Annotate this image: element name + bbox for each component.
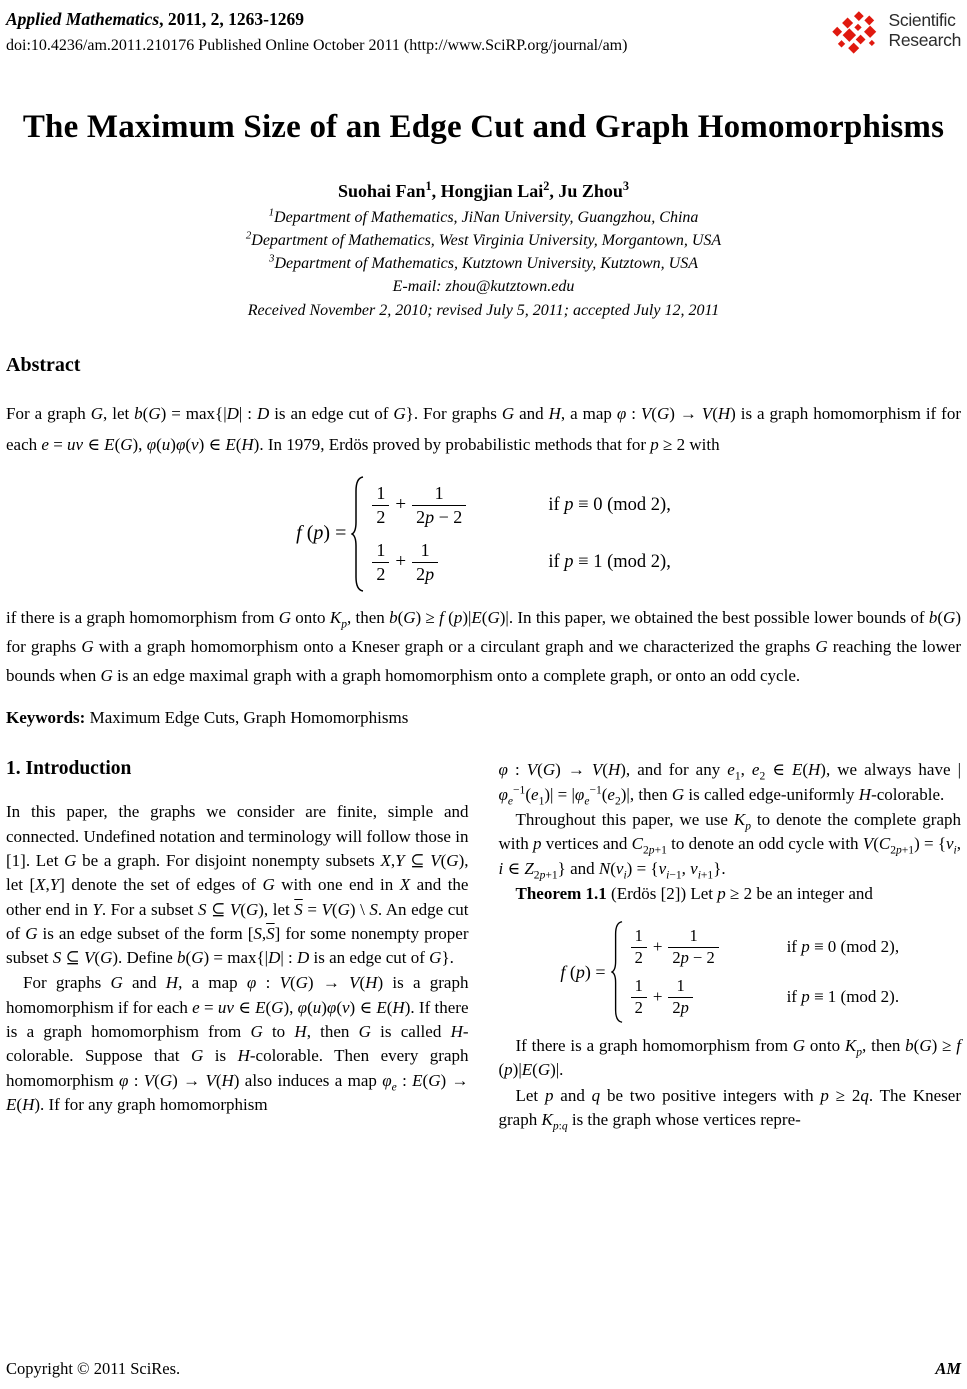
plus-sign: +: [652, 937, 663, 957]
paper-title: The Maximum Size of an Edge Cut and Graph Homomorphisms: [22, 109, 945, 145]
fraction-one-half: $\frac{1}{2}$: [372, 482, 389, 528]
fraction-one-half: $\frac{1}{2}$: [631, 976, 647, 1018]
affiliation-1: $^1$Department of Mathematics, JiNan University, Guangzhou, China: [268, 206, 699, 226]
left-brace-icon: [611, 920, 623, 1024]
abstract-paragraph-1: For a graph G, let b(G) = max{|D| : D is an edge cut of G}. For graphs G and H, a map φ : V(G) → V(H) is a graph homomorphism if for each e = uv ∈ E(G), φ(u)φ(v) ∈ E(H). In 1979, Erdös proved by probabilistic methods that for p ≥ 2 with: [6, 403, 961, 454]
logo-text-line1: Scientific: [888, 10, 956, 30]
right-column: [499, 758, 962, 1132]
erdos-formula-abstract: [6, 475, 961, 593]
formula-case-odd: [629, 972, 900, 1022]
fraction-term-odd: $\frac{1}{2p}$: [412, 539, 438, 585]
abstract-heading: Abstract: [6, 353, 81, 376]
abstract-paragraph-2: if there is a graph homomorphism from G onto $K_p$, then b(G) ≥ f (p)|E(G)|. In this paper, we obtained the best possible lower bounds of b(G) for graphs G with a graph homomorphism onto a Kneser graph or a circulant graph and we characterized the graphs G reaching the lower bounds when G is an edge maximal graph with a graph homomorphism onto a complete graph, or onto an odd cycle.: [6, 607, 961, 686]
condition-odd: if p ≡ 1 (mod 2).: [786, 987, 900, 1007]
formula-lhs: f (p) =: [296, 522, 347, 545]
journal-info: [6, 8, 627, 56]
affiliation-2: $^2$Department of Mathematics, West Virginia University, Morgantown, USA: [245, 229, 722, 250]
logo-text-line2: Research: [888, 30, 961, 51]
keywords-line: Keywords: Maximum Edge Cuts, Graph Homomorphisms: [6, 708, 409, 728]
intro-paragraph-4: Throughout this paper, we use $K_p$ to denote the complete graph with p vertices and $C_{2p+1}$ to denote an odd cycle with $V(C_{2p+1}) = \{v_i$, i ∈ $Z_{2p+1}$} and $N(v_i) = \{v_{i-1}$, $v_{i+1}$}.: [498, 809, 961, 881]
intro-paragraph-5: If there is a graph homomorphism from G onto $K_p$, then b(G) ≥ f (p)|E(G)|.: [498, 1036, 961, 1080]
erdos-formula-theorem: [499, 920, 962, 1024]
copyright-text: Copyright © 2011 SciRes.: [6, 1359, 181, 1378]
formula-case-odd: [370, 534, 670, 591]
left-brace-icon: [351, 475, 364, 593]
formula-cases: [370, 477, 670, 591]
two-column-body: [6, 758, 961, 1132]
email-line: E-mail: zhou@kutztown.edu: [392, 278, 575, 296]
case-even-expression: [629, 926, 777, 968]
formula-case-even: [370, 477, 670, 534]
formula-cases: [629, 922, 900, 1022]
condition-even: if p ≡ 0 (mod 2),: [548, 494, 671, 515]
doi-line: doi:10.4236/am.2011.210176 Published Online October 2011 (http://www.SciRP.org/journal/am): [6, 36, 628, 54]
fraction-term-even: $\frac{1}{2p - 2}$: [668, 926, 718, 968]
formula-lhs: f (p) =: [560, 961, 606, 982]
page-header: [6, 8, 961, 58]
page-footer: [6, 1359, 961, 1379]
plus-sign: +: [652, 987, 663, 1007]
intro-paragraph-6: Let p and q be two positive integers with p ≥ 2q. The Kneser graph $K_{p:q}$ is the graph whose vertices repre-: [498, 1085, 961, 1133]
introduction-heading: 1. Introduction: [6, 758, 132, 780]
case-even-expression: [370, 482, 538, 528]
plus-sign: +: [395, 494, 407, 516]
logo-text: [889, 10, 962, 50]
fraction-one-half: $\frac{1}{2}$: [372, 539, 389, 585]
journal-citation: Applied Mathematics, 2011, 2, 1263-1269: [6, 9, 304, 29]
fraction-one-half: $\frac{1}{2}$: [631, 926, 647, 968]
case-odd-expression: [629, 976, 777, 1018]
condition-even: if p ≡ 0 (mod 2),: [786, 937, 900, 957]
diamond-cluster-icon: [832, 8, 884, 58]
left-column: [6, 758, 469, 1132]
affiliations-block: [6, 206, 961, 322]
received-line: Received November 2, 2010; revised July 5, 2011; accepted July 12, 2011: [247, 301, 720, 319]
authors-line: Suohai Fan$^1$, Hongjian Lai$^2$, Ju Zhou$^3$: [338, 178, 629, 201]
intro-paragraph-2: For graphs G and H, a map φ : V(G) → V(H) is a graph homomorphism if for each e = uv ∈ E(G), φ(u)φ(v) ∈ E(H). If there is a graph homomorphism from G to H, then G is called H-colorable. Suppose that G is H-colorable. Then every graph homomorphism φ : V(G) → V(H) also induces a map $\varphi_e$ : E(G) → E(H). If for any graph homomorphism: [6, 973, 469, 1114]
formula-case-even: [629, 922, 900, 972]
fraction-term-even: $\frac{1}{2p - 2}$: [412, 482, 466, 528]
affiliation-3: $^3$Department of Mathematics, Kutztown University, Kutztown, USA: [269, 252, 698, 273]
intro-paragraph-1: In this paper, the graphs we consider are finite, simple and connected. Undefined notation and terminology will follow those in [1]. Let G be a graph. For disjoint nonempty subsets X,Y ⊆ V(G), let [X,Y] denote the set of edges of G with one end in X and the other end in Y. For a subset S ⊆ V(G), let $\overline{S} = V(G)$ \ S. An edge cut of G is an edge subset of the form $[S,\overline{S}]$ for some nonempty proper subset S ⊆ V(G). Define b(G) = max{|D| : D is an edge cut of G}.: [6, 802, 469, 968]
condition-odd: if p ≡ 1 (mod 2),: [548, 551, 671, 572]
intro-paragraph-3: φ : V(G) → V(H), and for any $e_1$, $e_2$ ∈ E(H), we always have $|\varphi_e^{-1}(e_1)| = |\varphi_e^{-1}(e_2)|$, then G is called edge-uniformly H-colorable.: [498, 760, 961, 808]
theorem-1-1-statement: Theorem 1.1 (Erdös [2]) Let p ≥ 2 be an integer and: [515, 883, 873, 903]
case-odd-expression: [370, 539, 538, 585]
plus-sign: +: [395, 551, 407, 573]
scientific-research-logo: [832, 8, 962, 58]
fraction-term-odd: $\frac{1}{2p}$: [668, 976, 693, 1018]
journal-abbreviation: AM: [935, 1359, 961, 1378]
